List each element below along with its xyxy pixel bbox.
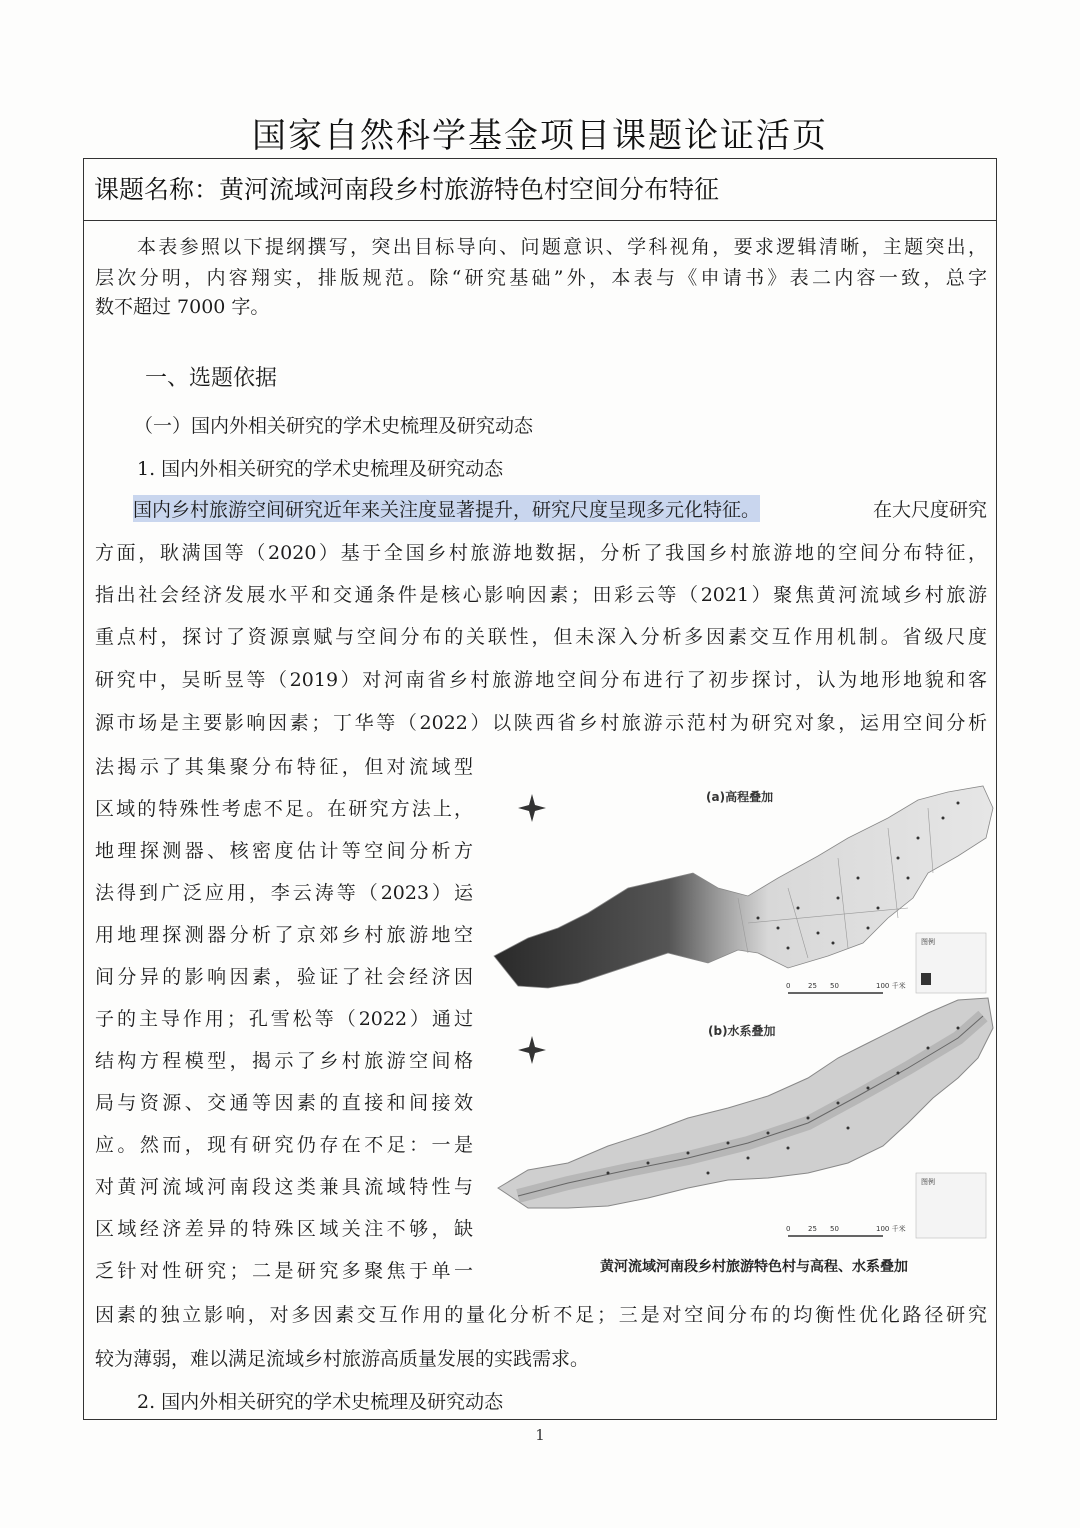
body-line: 间分异的影响因素，验证了社会经济因 [95,966,473,988]
scale-a-tick: 100 千米 [876,982,906,990]
instruction-line: 本表参照以下提纲撰写，突出目标导向、问题意识、学科视角，要求逻辑清晰，主题突出， [137,236,987,258]
body-line: 区域的特殊性考虑不足。在研究方法上， [95,798,473,820]
north-arrow-icon [518,794,546,822]
body-line: 应。然而，现有研究仍存在不足：一是 [95,1134,473,1156]
scale-bar-b [786,1224,906,1236]
body-line: 法得到广泛应用，李云涛等（2023）运 [95,882,473,904]
item-heading: 1. 国内外相关研究的学术史梳理及研究动态 [137,458,504,480]
body-line: 用地理探测器分析了京郊乡村旅游地空 [95,924,473,946]
scale-a-tick: 0 [786,982,791,990]
body-line: 法揭示了其集聚分布特征，但对流域型 [95,756,473,778]
instruction-line: 层次分明，内容翔实，排版规范。除“研究基础”外，本表与《申请书》表二内容一致，总字 [95,267,987,289]
scale-b-tick: 25 [808,1225,817,1233]
body-line: 研究中，吴昕昱等（2019）对河南省乡村旅游地空间分布进行了初步探讨，认为地形地貌和客 [95,669,987,691]
legend-a-title: 图例 [921,938,935,946]
item-heading: 2. 国内外相关研究的学术史梳理及研究动态 [137,1391,504,1413]
section-heading: 一、选题依据 [145,366,278,391]
body-line: 区域经济差异的特殊区域关注不够，缺 [95,1218,473,1240]
panel-a-title: (a)高程叠加 [706,790,774,804]
body-line: 方面，耿满国等（2020）基于全国乡村旅游地数据，分析了我国乡村旅游地的空间分布特征， [95,542,987,564]
body-line: 局与资源、交通等因素的直接和间接效 [95,1092,473,1114]
body-line: 结构方程模型，揭示了乡村旅游空间格 [95,1050,473,1072]
topic-row: 课题名称：黄河流域河南段乡村旅游特色村空间分布特征 [84,159,996,221]
paragraph-first-line [133,495,987,522]
body-line: 乏针对性研究；二是研究多聚焦于单一 [95,1260,473,1282]
text-span: 在大尺度研究 [872,499,987,521]
scale-bar-a [786,981,906,993]
figure-caption: 黄河流域河南段乡村旅游特色村与高程、水系叠加 [600,1259,908,1275]
body-line: 因素的独立影响，对多因素交互作用的量化分析不足；三是对空间分布的均衡性优化路径研究 [95,1304,987,1326]
legend-b [916,1173,986,1238]
scale-b-tick: 50 [830,1225,839,1233]
map-figure [488,778,998,1283]
body-line: 源市场是主要影响因素；丁华等（2022）以陕西省乡村旅游示范村为研究对象，运用空间分析 [95,712,987,734]
legend-a [916,933,986,993]
body-line: 子的主导作用；孔雪松等（2022）通过 [95,1008,473,1030]
scale-b-tick: 100 千米 [876,1225,906,1233]
scale-a-tick: 25 [808,982,817,990]
page-title: 国家自然科学基金项目课题论证活页 [252,116,828,156]
body-line: 对黄河流域河南段这类兼具流域特性与 [95,1176,473,1198]
scale-b-tick: 0 [786,1225,791,1233]
body-line: 重点村，探讨了资源禀赋与空间分布的关联性，但未深入分析多因素交互作用机制。省级尺度 [95,626,987,648]
body-line: 指出社会经济发展水平和交通条件是核心影响因素；田彩云等（2021）聚焦黄河流域乡村旅游 [95,584,987,606]
subsection-heading: （一）国内外相关研究的学术史梳理及研究动态 [134,415,534,437]
body-line: 较为薄弱，难以满足流域乡村旅游高质量发展的实践需求。 [95,1348,590,1370]
body-line: 地理探测器、核密度估计等空间分析方 [95,840,473,862]
highlighted-text: 国内乡村旅游空间研究近年来关注度显著提升，研究尺度呈现多元化特征。 [133,495,760,522]
legend-b-title: 图例 [921,1178,935,1186]
page-number: 1 [535,1426,545,1444]
north-arrow-icon [518,1036,546,1064]
panel-b-title: (b)水系叠加 [708,1024,776,1038]
instruction-line: 数不超过 7000 字。 [95,296,270,318]
scale-a-tick: 50 [830,982,839,990]
